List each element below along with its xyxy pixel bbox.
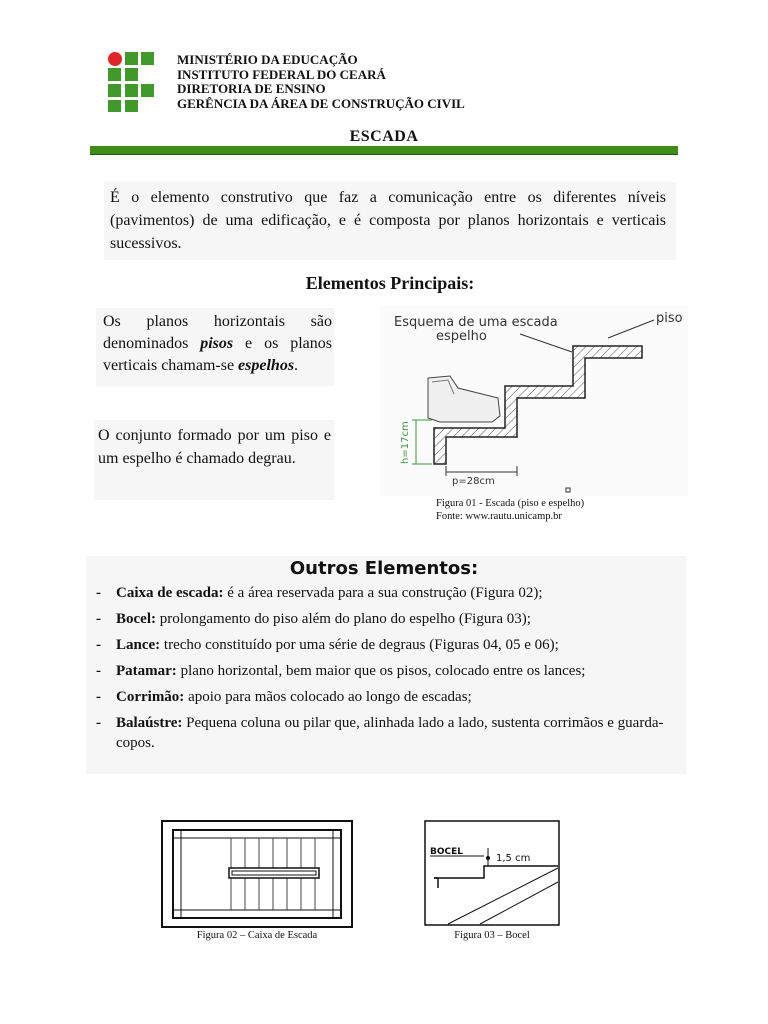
main-elements-heading: Elementos Principais: xyxy=(305,273,475,293)
item-term: Caixa de escada: xyxy=(116,585,224,601)
fig1-title: Esquema de uma escada xyxy=(394,315,558,330)
list-item xyxy=(96,636,676,656)
dash-bullet: - xyxy=(96,689,101,705)
page-title: ESCADA xyxy=(349,128,419,145)
item-description: plano horizontal, bem maior que os pisos, colocado entre os lances; xyxy=(176,663,586,679)
item-term: Bocel: xyxy=(116,611,156,627)
item-description: trecho constituído por uma série de degraus (Figuras 04, 05 e 06); xyxy=(160,637,559,653)
term-pisos: pisos xyxy=(200,335,234,352)
fig3-label-dimension: 1,5 cm xyxy=(496,853,531,864)
intro-paragraph: É o elemento construtivo que faz a comunicação entre os diferentes níveis (pavimentos) de uma edificação, e é composta por planos horizontais e verticais sucessivos. xyxy=(110,189,666,252)
institute-logo xyxy=(108,52,156,112)
figure-1-source: Fonte: www.rautu.unicamp.br xyxy=(436,510,562,522)
item-description: é a área reservada para a sua construção (Figura 02); xyxy=(223,585,543,601)
other-elements-list xyxy=(96,584,676,760)
fig1-label-depth: p=28cm xyxy=(452,476,495,487)
title-divider-bar xyxy=(90,146,678,155)
item-description: prolongamento do piso além do plano do espelho (Figura 03); xyxy=(155,611,531,627)
header-line-department: GERÊNCIA DA ÁREA DE CONSTRUÇÃO CIVIL xyxy=(177,95,465,111)
fig1-label-height: h=17cm xyxy=(400,421,411,464)
item-term: Balaústre: xyxy=(116,715,183,731)
stair-diagram xyxy=(380,306,688,496)
figure-3-caption: Figura 03 – Bocel xyxy=(454,930,530,941)
other-elements-heading: Outros Elementos: xyxy=(289,558,479,579)
dash-bullet: - xyxy=(96,637,101,653)
figure-1-caption-block xyxy=(436,498,584,523)
item-term: Lance: xyxy=(116,637,161,653)
fig1-label-piso: piso xyxy=(656,311,683,326)
figure-3-bocel xyxy=(424,820,560,926)
fig3-label-bocel: BOCEL xyxy=(430,847,463,857)
list-item xyxy=(96,610,676,630)
list-item xyxy=(96,688,676,708)
paragraph-pisos-espelhos xyxy=(103,311,332,377)
item-term: Patamar: xyxy=(116,663,177,679)
term-espelhos: espelhos xyxy=(238,357,295,374)
bocel-detail-diagram xyxy=(424,820,560,926)
p1-text-middle: e os planos verticais chamam-se xyxy=(103,335,332,374)
dash-bullet: - xyxy=(96,663,101,679)
list-item xyxy=(96,584,676,604)
figure-1-caption: Figura 01 - Escada (piso e espelho) xyxy=(436,498,585,509)
p1-text-start: Os planos horizontais são denominados xyxy=(103,313,332,352)
fig1-label-espelho: espelho xyxy=(436,329,487,344)
figure-2-stairwell xyxy=(161,820,353,928)
institution-header xyxy=(177,53,465,111)
dash-bullet: - xyxy=(96,715,101,731)
figure-2-caption: Figura 02 – Caixa de Escada xyxy=(196,930,318,941)
list-item xyxy=(96,714,676,753)
p1-text-end: . xyxy=(294,357,299,374)
dash-bullet: - xyxy=(96,585,101,601)
list-item xyxy=(96,662,676,682)
item-term: Corrimão: xyxy=(116,689,185,705)
ifce-logo-icon xyxy=(108,52,156,112)
paragraph-degrau: O conjunto formado por um piso e um espelho é chamado degrau. xyxy=(98,427,331,467)
logo-red-dot xyxy=(108,52,122,66)
item-description: Pequena coluna ou pilar que, alinhada lado a lado, sustenta corrimãos e guarda-copos. xyxy=(116,715,664,751)
header-line-directorate: DIRETORIA DE ENSINO xyxy=(177,81,326,96)
header-line-institute: INSTITUTO FEDERAL DO CEARÁ xyxy=(177,66,386,82)
dash-bullet: - xyxy=(96,611,101,627)
header-line-ministry: MINISTÉRIO DA EDUCAÇÃO xyxy=(177,52,358,67)
stairwell-plan-diagram xyxy=(161,820,353,928)
figure-1-stair-scheme xyxy=(380,306,688,496)
item-description: apoio para mãos colocado ao longo de escadas; xyxy=(184,689,472,705)
